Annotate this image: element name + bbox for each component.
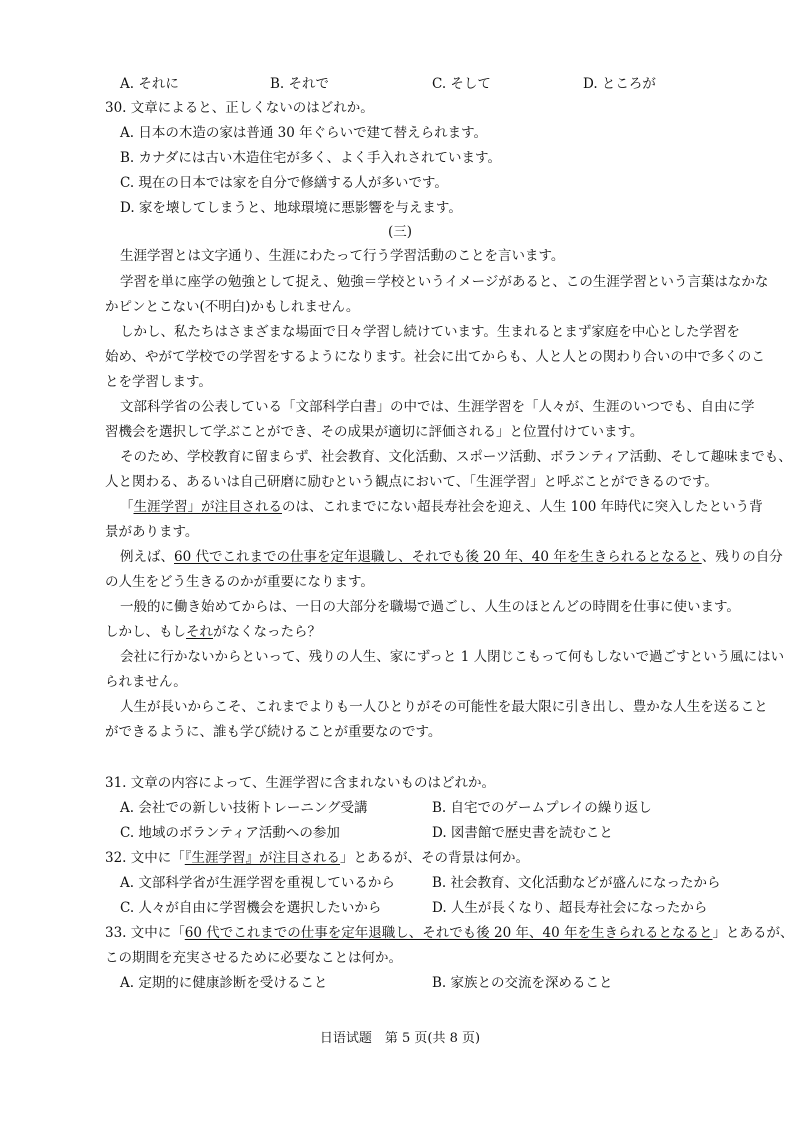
passage-p8-line1: 一般的に働き始めてからは、一日の大部分を職場で過ごし、人生のほとんどの時間を仕事に使います。 (120, 599, 740, 615)
passage-p4-line2: 習機会を選択して学ぶことができ、その成果が適切に評価される」と位置付けています。 (105, 424, 644, 440)
q32-stem-underlined: 『生涯学習』が注目される (184, 850, 341, 866)
q30-option-c[interactable]: C. 現在の日本では家を自分で修繕する人が多いです。 (120, 175, 448, 191)
p7-pre: 例えば、 (120, 549, 174, 565)
passage-p9-line1: 会社に行かないからといって、残りの人生、家にずっと 1 人閉じこもって何もしないで過ごすという風にはい (120, 649, 785, 665)
passage-p8-line2 (105, 622, 321, 642)
q32-option-d[interactable]: D. 人生が長くなり、超長寿社会になったから (432, 900, 708, 916)
p8-underlined-word: それ (186, 624, 213, 640)
p8-post: がなくなったら？ (213, 624, 321, 640)
q31-option-c[interactable]: C. 地域のボランティア活動への参加 (120, 825, 340, 841)
passage-p5-line1: そのため、学校教育に留まらず、社会教育、文化活動、スポーツ活動、ボランティア活動、そして趣味までも、 (120, 449, 792, 465)
p8-pre: しかし、もし (105, 624, 186, 640)
q31-stem: 31. 文章の内容によって、生涯学習に含まれないものはどれか。 (105, 775, 495, 791)
passage-p5-line2: 人と関わる、あるいは自己研磨に励むという観点において、「生涯学習」と呼ぶことができるのです。 (105, 474, 718, 490)
p6-pre: 「 (120, 499, 134, 515)
q31-option-b[interactable]: B. 自宅でのゲームプレイの繰り返し (432, 800, 652, 816)
p7-underlined-phrase: 60 代でこれまでの仕事を定年退職し、それでも後 20 年、40 年を生きられるとなると (174, 549, 702, 565)
passage-p2-line2: かピンとこない(不明白)かもしれません。 (105, 299, 360, 315)
q31-option-a[interactable]: A. 会社での新しい技術トレーニング受講 (120, 800, 368, 816)
passage-p6-line2: 景があります。 (105, 524, 199, 540)
passage-p3-line3: とを学習します。 (105, 374, 212, 390)
passage-p1: 生涯学習とは文字通り、生涯にわたって行う学習活動のことを言います。 (120, 248, 565, 264)
page-footer: 日语试题 第 5 页(共 8 页) (319, 1031, 481, 1046)
q29-option-c[interactable]: C. そして (432, 76, 491, 92)
passage-p2-line1: 学習を単に座学の勉強として捉え、勉強＝学校というイメージがあると、この生涯学習という言葉はなかな (120, 274, 769, 290)
q32-stem-pre: 32. 文中に「 (105, 850, 185, 866)
q33-stem (105, 923, 793, 943)
q32-stem-post: 」とあるが、その背景は何か。 (340, 850, 530, 866)
q29-option-d[interactable]: D. ところが (583, 76, 656, 92)
q29-option-b[interactable]: B. それで (270, 76, 330, 92)
q33-stem-pre: 33. 文中に「 (105, 925, 185, 941)
passage-p9-line2: られません。 (105, 674, 187, 690)
passage-p4-line1: 文部科学省の公表している「文部科学白書」の中では、生涯学習を「人々が、生涯のいつでも、自由に学 (120, 399, 755, 415)
q33-option-b[interactable]: B. 家族との交流を深めること (432, 975, 613, 991)
q30-option-a[interactable]: A. 日本の木造の家は普通 30 年ぐらいで建て替えられます。 (120, 125, 488, 141)
p6-underlined-phrase: 生涯学習」が注目される (133, 499, 282, 515)
q30-stem: 30. 文章によると、正しくないのはどれか。 (105, 100, 374, 116)
q30-option-b[interactable]: B. カナダには古い木造住宅が多く、よく手入れされています。 (120, 150, 501, 166)
passage-p7-line1 (120, 547, 783, 567)
q33-stem-line2: この期間を充実させるために必要なことは何か。 (105, 950, 402, 966)
q31-option-d[interactable]: D. 図書館で歴史書を読むこと (432, 825, 613, 841)
passage-p3-line2: 始め、やがて学校での学習をするようになります。社会に出てからも、人と人との関わり合いの中で多くのこ (105, 349, 765, 365)
passage-p10-line1: 人生が長いからこそ、これまでよりも一人ひとりがその可能性を最大限に引き出し、豊かな人生を送ること (120, 699, 768, 715)
q32-option-b[interactable]: B. 社会教育、文化活動などが盛んになったから (432, 875, 721, 891)
passage-p7-line2: の人生をどう生きるのかが重要になります。 (105, 574, 374, 590)
q33-stem-underlined: 60 代でこれまでの仕事を定年退職し、それでも後 20 年、40 年を生きられるとなると (184, 925, 713, 941)
q29-option-a[interactable]: A. それに (120, 76, 179, 92)
q32-stem (105, 848, 529, 868)
q33-stem-post: 」とあるが、 (712, 925, 794, 941)
q33-option-a[interactable]: A. 定期的に健康診断を受けること (120, 975, 328, 991)
passage-p3-line1: しかし、私たちはさまざまな場面で日々学習し続けています。生まれるとまず家庭を中心とした学習を (120, 324, 740, 340)
q30-option-d[interactable]: D. 家を壊してしまうと、地球環境に悪影響を与えます。 (120, 200, 462, 216)
p6-post: のは、これまでにない超長寿社会を迎え、人生 100 年時代に突入したという背 (282, 499, 763, 515)
q32-option-a[interactable]: A. 文部科学省が生涯学習を重視しているから (120, 875, 395, 891)
passage-p10-line2: ができるように、誰も学び続けることが重要なのです。 (105, 724, 442, 740)
section-title: (三) (387, 224, 413, 240)
p7-post: 、残りの自分 (701, 549, 783, 565)
q32-option-c[interactable]: C. 人々が自由に学習機会を選択したいから (120, 900, 382, 916)
passage-p6-line1 (120, 497, 763, 517)
